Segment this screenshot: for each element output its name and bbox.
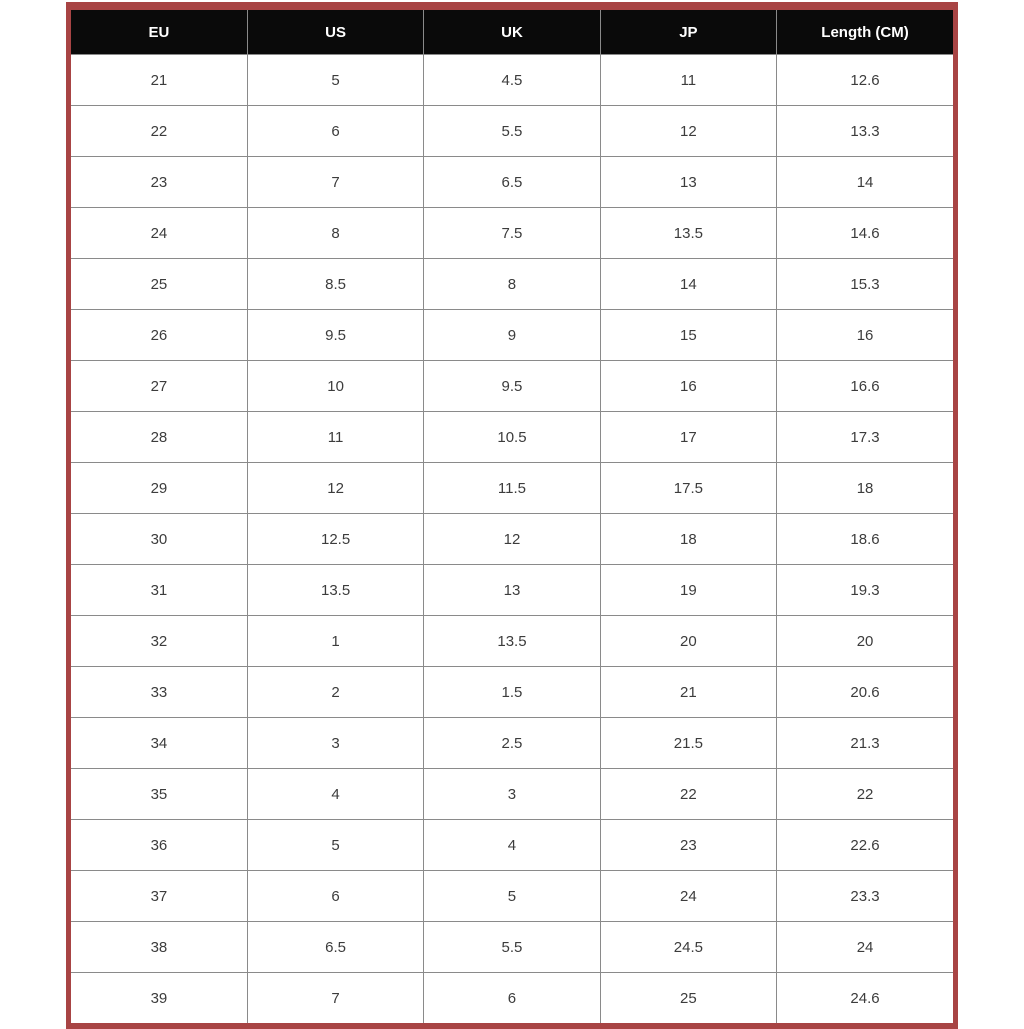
cell-length-cm: 20.6 [777,667,953,718]
column-header-length-cm: Length (CM) [777,10,953,55]
cell-eu: 38 [71,922,247,973]
table-row [71,514,953,565]
cell-us: 12.5 [247,514,423,565]
cell-jp: 15 [600,310,776,361]
cell-jp: 25 [600,973,776,1024]
cell-jp: 22 [600,769,776,820]
cell-jp: 12 [600,106,776,157]
cell-uk: 9.5 [424,361,600,412]
table-row [71,871,953,922]
cell-uk: 12 [424,514,600,565]
cell-us: 1 [247,616,423,667]
table-row [71,616,953,667]
size-chart-header [71,10,953,55]
cell-eu: 24 [71,208,247,259]
column-header-uk: UK [424,10,600,55]
table-row [71,769,953,820]
cell-jp: 16 [600,361,776,412]
cell-uk: 1.5 [424,667,600,718]
cell-uk: 3 [424,769,600,820]
cell-length-cm: 19.3 [777,565,953,616]
cell-eu: 23 [71,157,247,208]
cell-jp: 21.5 [600,718,776,769]
cell-us: 7 [247,973,423,1024]
cell-length-cm: 18.6 [777,514,953,565]
table-row [71,973,953,1024]
cell-us: 3 [247,718,423,769]
cell-us: 5 [247,820,423,871]
cell-eu: 28 [71,412,247,463]
cell-us: 12 [247,463,423,514]
cell-jp: 19 [600,565,776,616]
cell-uk: 9 [424,310,600,361]
cell-us: 11 [247,412,423,463]
table-row [71,667,953,718]
column-header-jp: JP [600,10,776,55]
cell-uk: 13.5 [424,616,600,667]
cell-eu: 25 [71,259,247,310]
table-row [71,412,953,463]
cell-jp: 21 [600,667,776,718]
cell-eu: 22 [71,106,247,157]
cell-us: 6 [247,871,423,922]
cell-uk: 11.5 [424,463,600,514]
cell-uk: 2.5 [424,718,600,769]
cell-eu: 30 [71,514,247,565]
cell-us: 9.5 [247,310,423,361]
cell-length-cm: 21.3 [777,718,953,769]
cell-length-cm: 24 [777,922,953,973]
cell-eu: 34 [71,718,247,769]
cell-jp: 17 [600,412,776,463]
cell-eu: 29 [71,463,247,514]
header-row [71,10,953,55]
cell-length-cm: 18 [777,463,953,514]
cell-length-cm: 20 [777,616,953,667]
cell-length-cm: 22.6 [777,820,953,871]
cell-length-cm: 17.3 [777,412,953,463]
cell-jp: 18 [600,514,776,565]
cell-length-cm: 13.3 [777,106,953,157]
cell-eu: 35 [71,769,247,820]
cell-eu: 21 [71,55,247,106]
table-row [71,463,953,514]
cell-uk: 6.5 [424,157,600,208]
column-header-us: US [247,10,423,55]
cell-us: 2 [247,667,423,718]
column-header-eu: EU [71,10,247,55]
cell-length-cm: 14.6 [777,208,953,259]
cell-us: 8 [247,208,423,259]
cell-jp: 24.5 [600,922,776,973]
cell-us: 6.5 [247,922,423,973]
size-chart-table [71,10,953,1023]
cell-eu: 36 [71,820,247,871]
cell-length-cm: 14 [777,157,953,208]
cell-us: 8.5 [247,259,423,310]
cell-eu: 31 [71,565,247,616]
table-row [71,55,953,106]
cell-uk: 4 [424,820,600,871]
cell-uk: 5 [424,871,600,922]
cell-uk: 4.5 [424,55,600,106]
table-row [71,820,953,871]
cell-length-cm: 15.3 [777,259,953,310]
table-row [71,718,953,769]
table-row [71,157,953,208]
cell-us: 13.5 [247,565,423,616]
table-row [71,361,953,412]
cell-eu: 33 [71,667,247,718]
cell-length-cm: 16 [777,310,953,361]
size-chart-body [71,55,953,1024]
cell-jp: 23 [600,820,776,871]
cell-us: 6 [247,106,423,157]
cell-uk: 13 [424,565,600,616]
table-row [71,922,953,973]
cell-us: 10 [247,361,423,412]
cell-us: 4 [247,769,423,820]
cell-jp: 13 [600,157,776,208]
cell-eu: 26 [71,310,247,361]
cell-jp: 11 [600,55,776,106]
cell-us: 7 [247,157,423,208]
cell-uk: 10.5 [424,412,600,463]
cell-length-cm: 23.3 [777,871,953,922]
table-row [71,106,953,157]
table-row [71,259,953,310]
cell-uk: 6 [424,973,600,1024]
cell-length-cm: 24.6 [777,973,953,1024]
cell-length-cm: 22 [777,769,953,820]
table-row [71,565,953,616]
cell-uk: 5.5 [424,106,600,157]
cell-eu: 32 [71,616,247,667]
cell-uk: 5.5 [424,922,600,973]
cell-uk: 8 [424,259,600,310]
table-row [71,208,953,259]
size-chart-table-container [66,2,958,1029]
cell-jp: 13.5 [600,208,776,259]
cell-jp: 14 [600,259,776,310]
cell-jp: 24 [600,871,776,922]
cell-uk: 7.5 [424,208,600,259]
cell-eu: 37 [71,871,247,922]
cell-length-cm: 16.6 [777,361,953,412]
table-row [71,310,953,361]
cell-jp: 17.5 [600,463,776,514]
cell-eu: 27 [71,361,247,412]
cell-length-cm: 12.6 [777,55,953,106]
cell-jp: 20 [600,616,776,667]
cell-us: 5 [247,55,423,106]
cell-eu: 39 [71,973,247,1024]
